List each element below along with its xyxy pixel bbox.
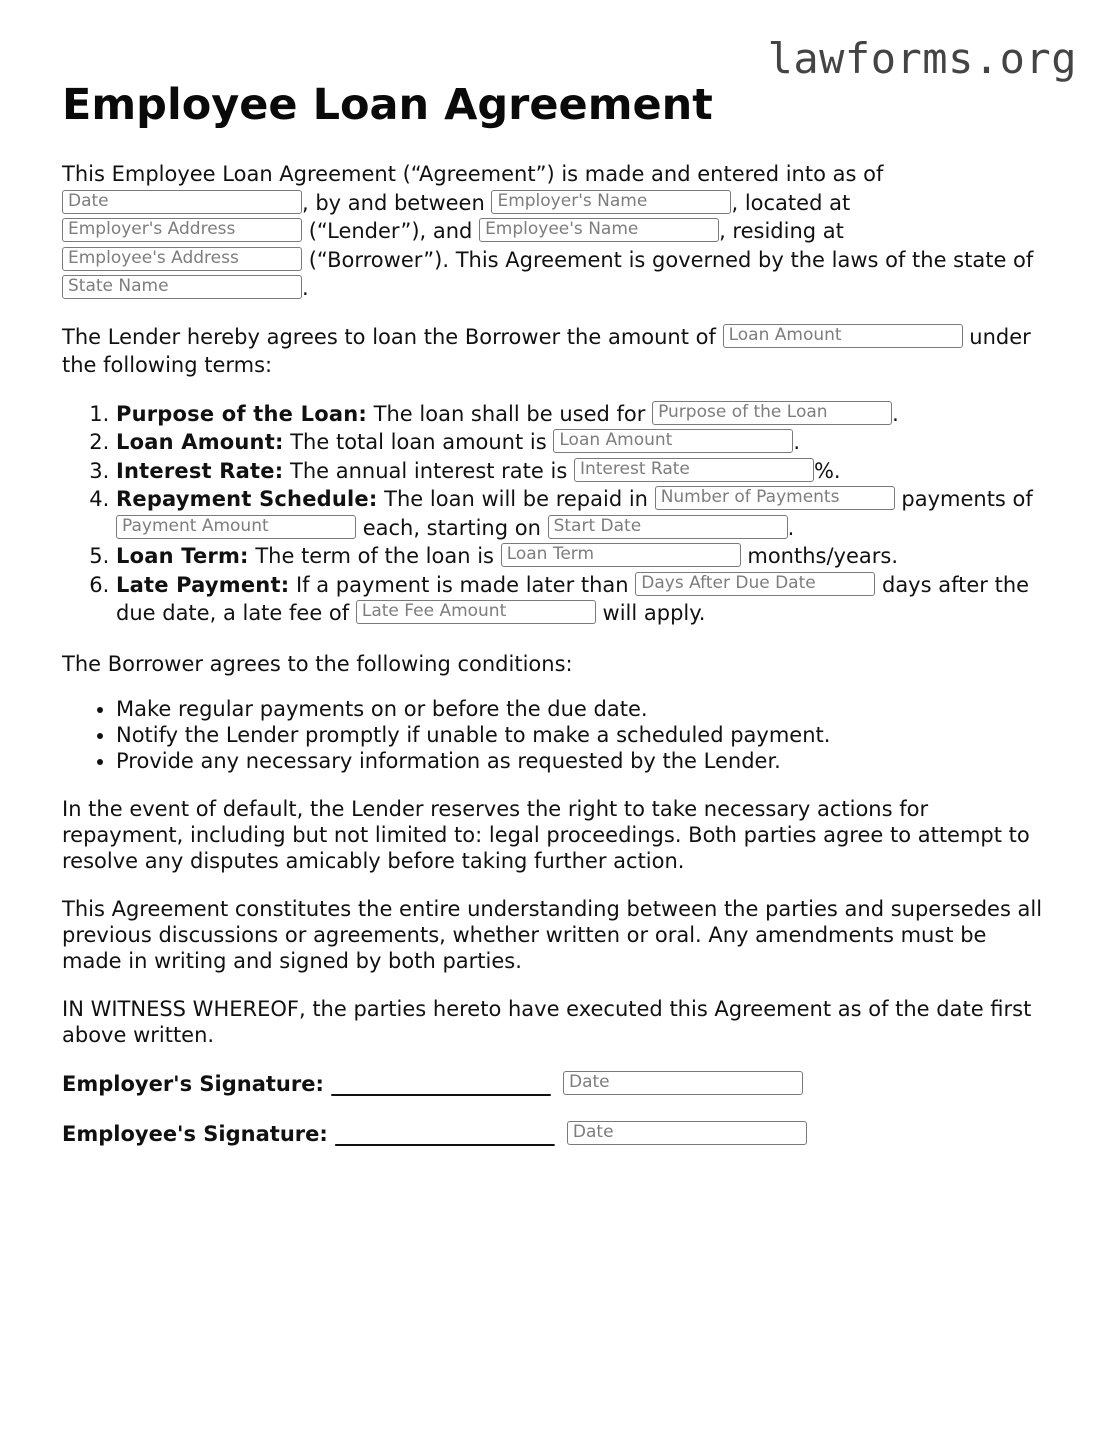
loan-term-field[interactable]: Loan Term <box>501 543 741 567</box>
term-label: Loan Amount: <box>116 430 284 454</box>
loan-amount-field[interactable]: Loan Amount <box>723 324 963 348</box>
late-fee-amount-field[interactable]: Late Fee Amount <box>356 600 596 624</box>
term-text: each, starting on <box>362 515 541 540</box>
conditions-intro: The Borrower agrees to the following conditions: <box>62 651 573 676</box>
employer-signature-row <box>62 1070 1052 1098</box>
term-text: %. <box>813 458 841 483</box>
term-loan-amount <box>116 428 1052 457</box>
employee-signature-date-field[interactable]: Date <box>567 1121 807 1145</box>
number-of-payments-field[interactable]: Number of Payments <box>655 486 895 510</box>
intro-text-2: , by and between <box>302 190 485 215</box>
signature-block <box>62 1070 1052 1148</box>
intro-paragraph <box>62 160 1052 303</box>
witness-paragraph: IN WITNESS WHEREOF, the parties hereto have executed this Agreement as of the date first above written. <box>62 997 1032 1047</box>
intro-text-5: , residing at <box>719 219 844 243</box>
intro-text-6: (“Borrower”). This Agreement is governed by the laws of the state of <box>308 247 1034 272</box>
employer-name-field[interactable]: Employer's Name <box>491 190 731 214</box>
state-name-field[interactable]: State Name <box>62 275 302 299</box>
employee-name-field[interactable]: Employee's Name <box>479 218 719 242</box>
term-label: Repayment Schedule: <box>116 487 378 511</box>
days-after-due-date-field[interactable]: Days After Due Date <box>635 572 875 596</box>
condition-item: • Make regular payments on or before the due date. <box>116 696 1052 722</box>
loan-paragraph <box>62 323 1052 380</box>
employer-signature-line[interactable]: _______________________ <box>331 1072 550 1096</box>
agreement-date-field[interactable]: Date <box>62 190 302 214</box>
term-label: Loan Term: <box>116 544 249 568</box>
document-title: Employee Loan Agreement <box>62 80 713 130</box>
intro-text-4: (“Lender”), and <box>308 219 473 243</box>
site-watermark: lawforms.org <box>767 34 1077 83</box>
term-text: will apply. <box>602 601 706 625</box>
term-text: . <box>787 515 795 540</box>
intro-text-7: . <box>302 276 309 300</box>
employee-signature-row <box>62 1120 1052 1148</box>
employee-address-field[interactable]: Employee's Address <box>62 247 302 271</box>
entire-agreement-paragraph: This Agreement constitutes the entire understanding between the parties and supersedes all previous discussions or agreements, whether written or oral. Any amendments must be made in writing and signed by both parties. <box>62 897 1043 973</box>
employer-address-field[interactable]: Employer's Address <box>62 218 302 242</box>
term-text: . <box>892 401 899 426</box>
intro-text-1: This Employee Loan Agreement (“Agreement”) is made and entered into as of <box>62 162 884 186</box>
term-text: . <box>793 430 801 454</box>
term-text: The loan will be repaid in <box>384 487 648 511</box>
term-text: months/years. <box>747 544 899 568</box>
intro-text-3: , located at <box>731 190 851 215</box>
term-purpose <box>116 400 1052 429</box>
term-label: Late Payment: <box>116 572 290 597</box>
term-text: The loan shall be used for <box>373 401 646 426</box>
interest-rate-field[interactable]: Interest Rate <box>574 458 814 482</box>
default-paragraph: In the event of default, the Lender reserves the right to take necessary actions for repayment, including but not limited to: legal proceedings. Both parties agree to attempt to resolve any disputes amicably before taking further action. <box>62 797 1030 873</box>
condition-item: • Provide any necessary information as requested by the Lender. <box>116 748 1052 774</box>
loan-text-1: The Lender hereby agrees to loan the Borrower the amount of <box>62 324 716 349</box>
payment-amount-field[interactable]: Payment Amount <box>116 515 356 539</box>
conditions-list <box>62 696 1052 774</box>
term-repayment-schedule <box>116 485 1052 542</box>
employer-signature-date-field[interactable]: Date <box>563 1071 803 1095</box>
employer-signature-label: Employer's Signature: <box>62 1072 324 1096</box>
term-label: Purpose of the Loan: <box>116 401 367 426</box>
condition-item: • Notify the Lender promptly if unable to make a scheduled payment. <box>116 722 1052 748</box>
term-text: days after the due date, a late fee of <box>116 572 1030 625</box>
total-loan-amount-field[interactable]: Loan Amount <box>553 429 793 453</box>
term-text: The term of the loan is <box>255 544 494 568</box>
loan-terms-list <box>62 400 1052 628</box>
employee-signature-line[interactable]: _______________________ <box>335 1122 554 1146</box>
purpose-field[interactable]: Purpose of the Loan <box>652 401 892 425</box>
document-page <box>62 78 1052 1170</box>
employee-signature-label: Employee's Signature: <box>62 1122 328 1146</box>
term-loan-term <box>116 542 1052 571</box>
term-interest-rate <box>116 457 1052 486</box>
term-text: If a payment is made later than <box>295 572 629 597</box>
term-text: payments of <box>901 487 1033 511</box>
term-text: The total loan amount is <box>290 430 547 454</box>
term-label: Interest Rate: <box>116 458 284 483</box>
start-date-field[interactable]: Start Date <box>548 515 788 539</box>
term-late-payment <box>116 571 1052 628</box>
loan-text-2: under the following terms: <box>62 324 1031 377</box>
term-text: The annual interest rate is <box>290 458 568 483</box>
